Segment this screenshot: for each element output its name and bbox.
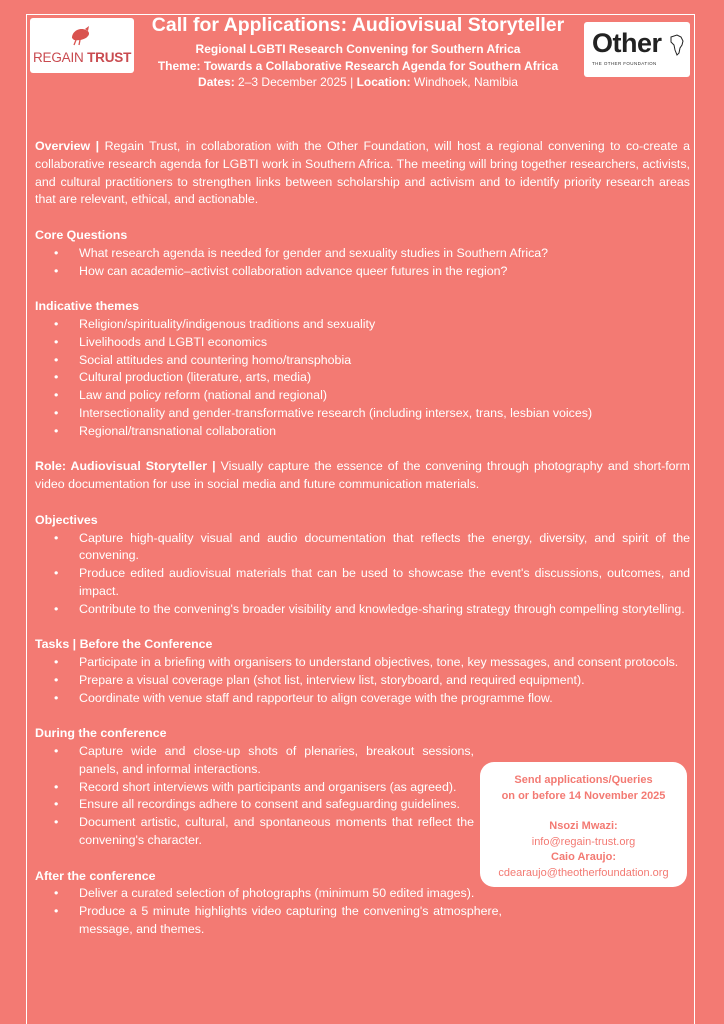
list-item: • Law and policy reform (national and regional) [35, 387, 690, 405]
event-subtitle: Regional LGBTI Research Convening for Southern Africa [195, 42, 521, 56]
list-item: • Livelihoods and LGBTI economics [35, 334, 690, 352]
role-section: Role: Audiovisual Storyteller | Visually capture the essence of the convening through photography and short-form video documentation for use in social media and future communication materials. [35, 459, 690, 492]
callout-line-1: Send applications/Queries [514, 774, 653, 786]
objectives-heading: Objectives [35, 512, 98, 527]
themes-list [35, 316, 690, 441]
objectives-list [35, 530, 690, 619]
contact-1-name: Nsozi Mwazi: [549, 820, 618, 832]
regain-trust-wordmark: REGAIN TRUST [33, 50, 132, 65]
africa-map-icon [669, 34, 685, 56]
after-list [35, 885, 690, 938]
list-item: • Intersectionality and gender-transformative research (including intersex, trans, lesbian voices) [35, 405, 690, 423]
during-heading: During the conference [35, 726, 167, 741]
core-questions-heading: Core Questions [35, 227, 128, 242]
list-item: • Document artistic, cultural, and spontaneous moments that reflect the convening's character. [35, 814, 690, 850]
applications-callout [480, 762, 687, 887]
event-dates-location: Dates: 2–3 December 2025 | Location: Windhoek, Namibia [198, 75, 518, 89]
tasks-before-list [35, 654, 690, 707]
contact-2-email[interactable]: cdearaujo@theotherfoundation.org [498, 866, 669, 879]
list-item: • Capture high-quality visual and audio documentation that reflects the energy, diversity, and spirit of the convening. [35, 530, 690, 566]
overview-section: Overview | Regain Trust, in collaboration with the Other Foundation, will host a regional convening to co-create a collaborative research agenda for LGBTI work in Southern Africa. The meeting will bring together researchers, activists, and cultural practitioners to strengthen links between scholarship and activism and to identify priority research areas that are relevant, ethical, and actionable. [35, 139, 690, 207]
list-item: • Contribute to the convening's broader visibility and knowledge-sharing strategy through compelling storytelling. [35, 601, 690, 619]
tasks-before-heading: Tasks | Before the Conference [35, 637, 213, 652]
regain-trust-logo [30, 18, 134, 73]
other-subtitle: THE OTHER FOUNDATION [592, 61, 657, 66]
list-item: • What research agenda is needed for gender and sexuality studies in Southern Africa? [35, 245, 690, 263]
other-wordmark: Other [592, 28, 662, 58]
list-item: • Produce a 5 minute highlights video capturing the convening's atmosphere, message, and themes. [35, 903, 690, 939]
after-heading: After the conference [35, 868, 156, 883]
list-item: • Coordinate with venue staff and rapporteur to align coverage with the programme flow. [35, 690, 690, 708]
list-item: • Record short interviews with participants and organisers (as agreed). [35, 779, 690, 797]
list-item: • Social attitudes and countering homo/transphobia [35, 352, 690, 370]
list-item: • Prepare a visual coverage plan (shot list, interview list, storyboard, and required equipment). [35, 672, 690, 690]
callout-line-2: on or before 14 November 2025 [501, 789, 666, 802]
list-item: • Participate in a briefing with organisers to understand objectives, tone, key messages, and consent protocols. [35, 654, 690, 672]
event-theme: Theme: Towards a Collaborative Research Agenda for Southern Africa [157, 58, 559, 73]
list-item: • How can academic–activist collaboration advance queer futures in the region? [35, 263, 690, 281]
page-title: Call for Applications: Audiovisual Storyteller [151, 14, 565, 36]
themes-heading: Indicative themes [35, 299, 139, 314]
list-item: • Produce edited audiovisual materials that can be used to showcase the event's discussions, outcomes, and impact. [35, 565, 690, 601]
bird-icon [68, 24, 92, 46]
list-item: • Cultural production (literature, arts, media) [35, 369, 690, 387]
list-item: • Religion/spirituality/indigenous traditions and sexuality [35, 316, 690, 334]
list-item: • Deliver a curated selection of photographs (minimum 50 edited images). [35, 885, 690, 903]
list-item: • Capture wide and close-up shots of plenaries, breakout sessions, panels, and informal interactions. [35, 743, 690, 779]
other-foundation-logo [584, 22, 690, 77]
contact-1-email[interactable]: info@regain-trust.org [531, 835, 636, 848]
core-questions-list [35, 245, 690, 281]
contact-2-name: Caio Araujo: [551, 851, 616, 863]
header [140, 12, 576, 91]
list-item: • Regional/transnational collaboration [35, 423, 690, 441]
list-item: • Ensure all recordings adhere to consent and safeguarding guidelines. [35, 796, 690, 814]
